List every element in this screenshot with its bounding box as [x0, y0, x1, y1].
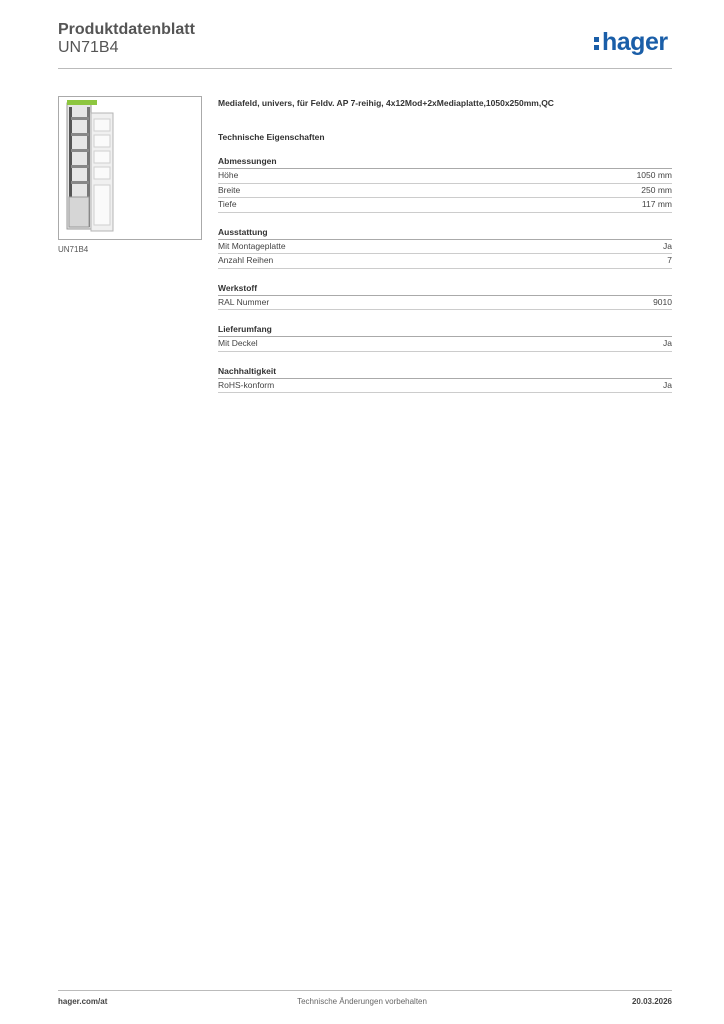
section-sustainability — [218, 365, 672, 394]
footer-notice: Technische Änderungen vorbehalten — [297, 997, 427, 1006]
spec-value: Ja — [663, 240, 672, 251]
hager-logo[interactable] — [594, 28, 668, 57]
section-equipment — [218, 226, 672, 269]
spec-row — [218, 240, 672, 255]
spec-row — [218, 254, 672, 269]
header-divider — [58, 68, 672, 69]
footer-date: 20.03.2026 — [631, 997, 672, 1006]
spec-label: Breite — [218, 184, 241, 195]
spec-value: 117 mm — [641, 199, 672, 209]
page-title: Produktdatenblatt — [58, 21, 195, 38]
spec-label: Tiefe — [218, 199, 237, 209]
media-panel-image-icon — [59, 97, 201, 239]
spec-row — [218, 337, 672, 352]
logo-dots-icon — [594, 33, 600, 51]
spec-value: Ja — [663, 379, 672, 390]
section-dimensions — [218, 155, 672, 213]
spec-row — [218, 198, 672, 213]
spec-row — [218, 184, 672, 199]
spec-value: 250 mm — [641, 184, 672, 195]
section-title: Abmessungen — [218, 155, 672, 169]
product-description: Mediafeld, univers, für Feldv. AP 7-reihig, 4x12Mod+2xMediaplatte,1050x250mm,QC — [218, 98, 554, 108]
spec-row — [218, 379, 672, 394]
image-caption: UN71B4 — [58, 245, 89, 254]
section-scope-of-delivery — [218, 323, 672, 352]
section-title: Werkstoff — [218, 282, 672, 296]
product-image — [58, 96, 202, 240]
spec-row — [218, 296, 672, 311]
spec-value: 7 — [667, 255, 672, 265]
spec-label: RoHS-konform — [218, 379, 275, 390]
spec-label: Anzahl Reihen — [218, 255, 274, 265]
spec-label: Mit Montageplatte — [218, 240, 286, 251]
footer-website-link[interactable]: hager.com/at — [58, 997, 108, 1006]
tech-properties-heading: Technische Eigenschaften — [218, 132, 325, 142]
section-title: Ausstattung — [218, 226, 672, 240]
section-material — [218, 282, 672, 311]
spec-value: 1050 mm — [636, 170, 672, 180]
product-code: UN71B4 — [58, 39, 119, 56]
footer-divider — [58, 990, 672, 991]
spec-label: Mit Deckel — [218, 338, 258, 348]
spec-label: RAL Nummer — [218, 296, 270, 307]
section-title: Nachhaltigkeit — [218, 365, 672, 379]
spec-label: Höhe — [218, 170, 239, 180]
section-title: Lieferumfang — [218, 323, 672, 337]
spec-value: 9010 — [653, 296, 672, 307]
logo-text: hager — [602, 28, 668, 56]
spec-row — [218, 169, 672, 184]
specification-content — [218, 96, 672, 393]
spec-value: Ja — [663, 338, 672, 348]
